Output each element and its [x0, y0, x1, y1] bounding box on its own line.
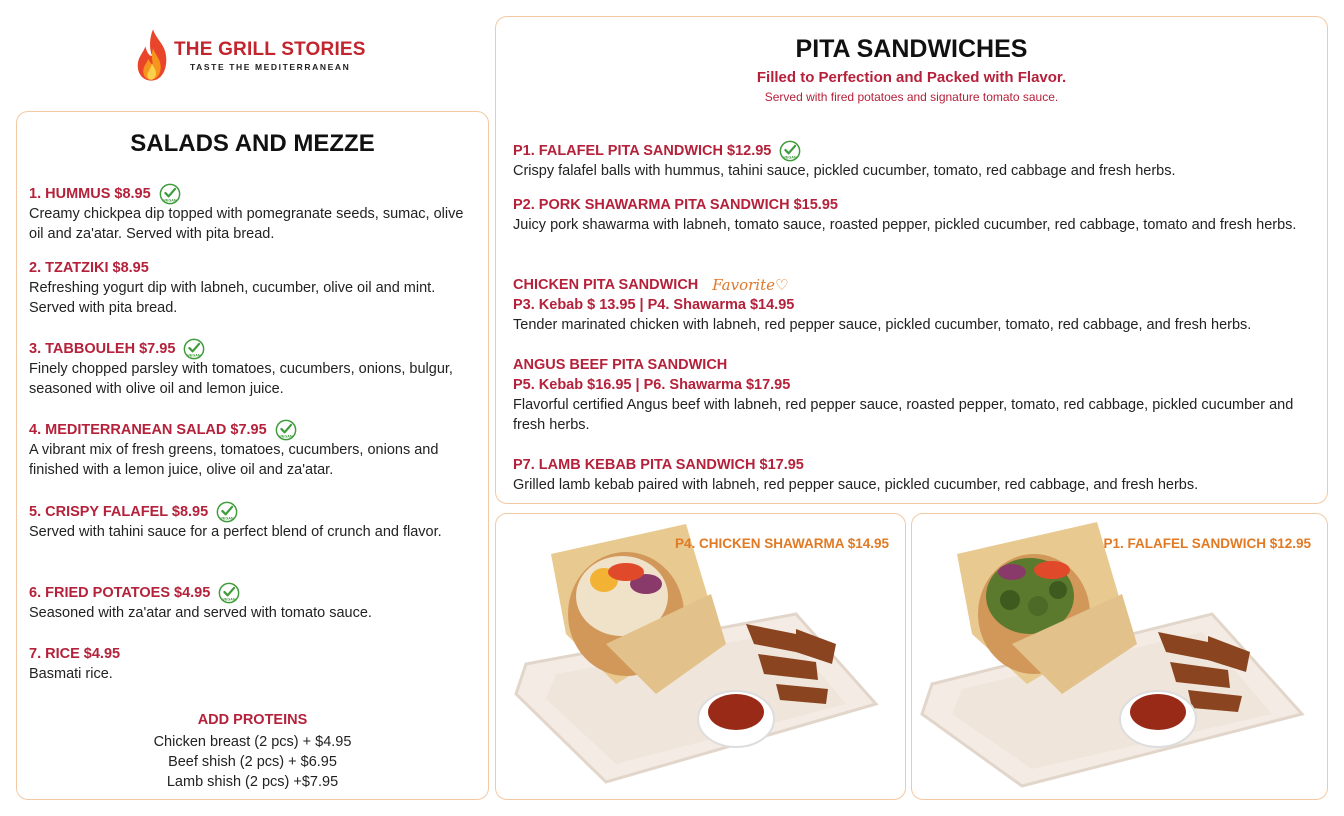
protein-option: Lamb shish (2 pcs) +$7.95 [166, 774, 339, 790]
item-desc: Refreshing yogurt dip with labneh, cucumber, olive oil and mint. Served with pita bread. [29, 280, 436, 316]
item-price-line: P3. Kebab $ 13.95 | P4. Shawarma $14.95 [513, 297, 795, 313]
svg-text:VEGAN: VEGAN [220, 516, 234, 521]
item-name: P2. PORK SHAWARMA PITA SANDWICH $15.95 [513, 197, 838, 213]
photo-card-falafel-sandwich [911, 513, 1328, 800]
menu-item [513, 355, 1321, 435]
brand-logo [134, 26, 394, 84]
menu-item [513, 141, 1321, 181]
vegan-badge-icon [216, 501, 238, 523]
menu-item [29, 184, 481, 244]
menu-item [513, 195, 1321, 235]
flame-icon [134, 27, 172, 83]
svg-text:VEGAN: VEGAN [187, 353, 201, 358]
brand-tagline: TASTE THE MEDITERRANEAN [190, 61, 351, 72]
item-desc: Grilled lamb kebab paired with labneh, red pepper sauce, pickled cucumber, red cabbage, and fresh herbs. [513, 477, 1199, 493]
pita-note: Served with fired potatoes and signature tomato sauce. [764, 90, 1059, 104]
svg-text:VEGAN: VEGAN [222, 597, 236, 602]
menu-item [29, 420, 481, 480]
item-name: P1. FALAFEL PITA SANDWICH $12.95 [513, 143, 772, 159]
pita-title: PITA SANDWICHES [795, 35, 1028, 63]
item-name: 3. TABBOULEH $7.95 [29, 341, 176, 357]
item-desc: Tender marinated chicken with labneh, red pepper sauce, pickled cucumber, tomato, red cabbage, and fresh herbs. [513, 317, 1252, 333]
item-name: 5. CRISPY FALAFEL $8.95 [29, 504, 209, 520]
item-desc: Served with tahini sauce for a perfect blend of crunch and flavor. [29, 524, 442, 540]
vegan-badge-icon [218, 582, 240, 604]
protein-option: Chicken breast (2 pcs) + $4.95 [153, 734, 352, 750]
item-name: CHICKEN PITA SANDWICH [513, 277, 699, 293]
item-name: ANGUS BEEF PITA SANDWICH [513, 357, 728, 373]
item-desc: Seasoned with za'atar and served with tomato sauce. [29, 605, 372, 621]
menu-item [29, 644, 481, 684]
item-name: 2. TZATZIKI $8.95 [29, 260, 149, 276]
item-desc: Flavorful certified Angus beef with labneh, red pepper sauce, roasted pepper, tomato, red cabbage, pickled cucumber and fresh herbs. [513, 397, 1294, 433]
pita-panel [495, 16, 1328, 504]
menu-item [29, 258, 481, 318]
svg-text:VEGAN: VEGAN [783, 155, 797, 160]
item-name: P7. LAMB KEBAB PITA SANDWICH $17.95 [513, 457, 804, 473]
menu-item [513, 455, 1321, 495]
menu-item [29, 502, 481, 542]
menu-item [29, 583, 481, 623]
salads-title: SALADS AND MEZZE [130, 130, 375, 157]
item-name: 7. RICE $4.95 [29, 646, 121, 662]
svg-text:VEGAN: VEGAN [279, 434, 293, 439]
item-desc: Creamy chickpea dip topped with pomegranate seeds, sumac, olive oil and za'atar. Served with pita bread. [29, 206, 464, 242]
sandwich-tray-image [496, 514, 906, 800]
add-proteins-title: ADD PROTEINS [197, 712, 308, 728]
pita-subtitle: Filled to Perfection and Packed with Flavor. [756, 69, 1067, 86]
vegan-badge-icon [779, 140, 801, 162]
vegan-badge-icon [183, 338, 205, 360]
menu-item [513, 275, 1321, 335]
menu-item [29, 339, 481, 399]
sandwich-tray-image [912, 514, 1328, 800]
add-proteins [17, 712, 488, 792]
item-desc: A vibrant mix of fresh greens, tomatoes, cucumbers, onions and finished with a lemon juice, olive oil and za'atar. [29, 442, 439, 478]
favorite-badge: Favorite♡ [712, 276, 789, 294]
item-name: 4. MEDITERRANEAN SALAD $7.95 [29, 422, 267, 438]
vegan-badge-icon [275, 419, 297, 441]
item-desc: Basmati rice. [29, 666, 113, 682]
photo-caption: P4. CHICKEN SHAWARMA $14.95 [674, 536, 889, 551]
photo-card-chicken-shawarma [495, 513, 906, 800]
item-desc: Finely chopped parsley with tomatoes, cucumbers, onions, bulgur, seasoned with olive oil and lemon juice. [29, 361, 453, 397]
item-price-line: P5. Kebab $16.95 | P6. Shawarma $17.95 [513, 377, 791, 393]
protein-option: Beef shish (2 pcs) + $6.95 [168, 754, 337, 770]
svg-text:VEGAN: VEGAN [163, 198, 177, 203]
item-name: 1. HUMMUS $8.95 [29, 186, 151, 202]
brand-name: THE GRILL STORIES [174, 38, 366, 60]
item-desc: Juicy pork shawarma with labneh, tomato sauce, roasted pepper, pickled cucumber, red cabbage, tomato and fresh herbs. [513, 217, 1297, 233]
salads-panel [16, 111, 489, 800]
item-name: 6. FRIED POTATOES $4.95 [29, 585, 211, 601]
photo-caption: P1. FALAFEL SANDWICH $12.95 [1103, 536, 1311, 551]
vegan-badge-icon [159, 183, 181, 205]
item-desc: Crispy falafel balls with hummus, tahini sauce, pickled cucumber, tomato, red cabbage and fresh herbs. [513, 163, 1176, 179]
